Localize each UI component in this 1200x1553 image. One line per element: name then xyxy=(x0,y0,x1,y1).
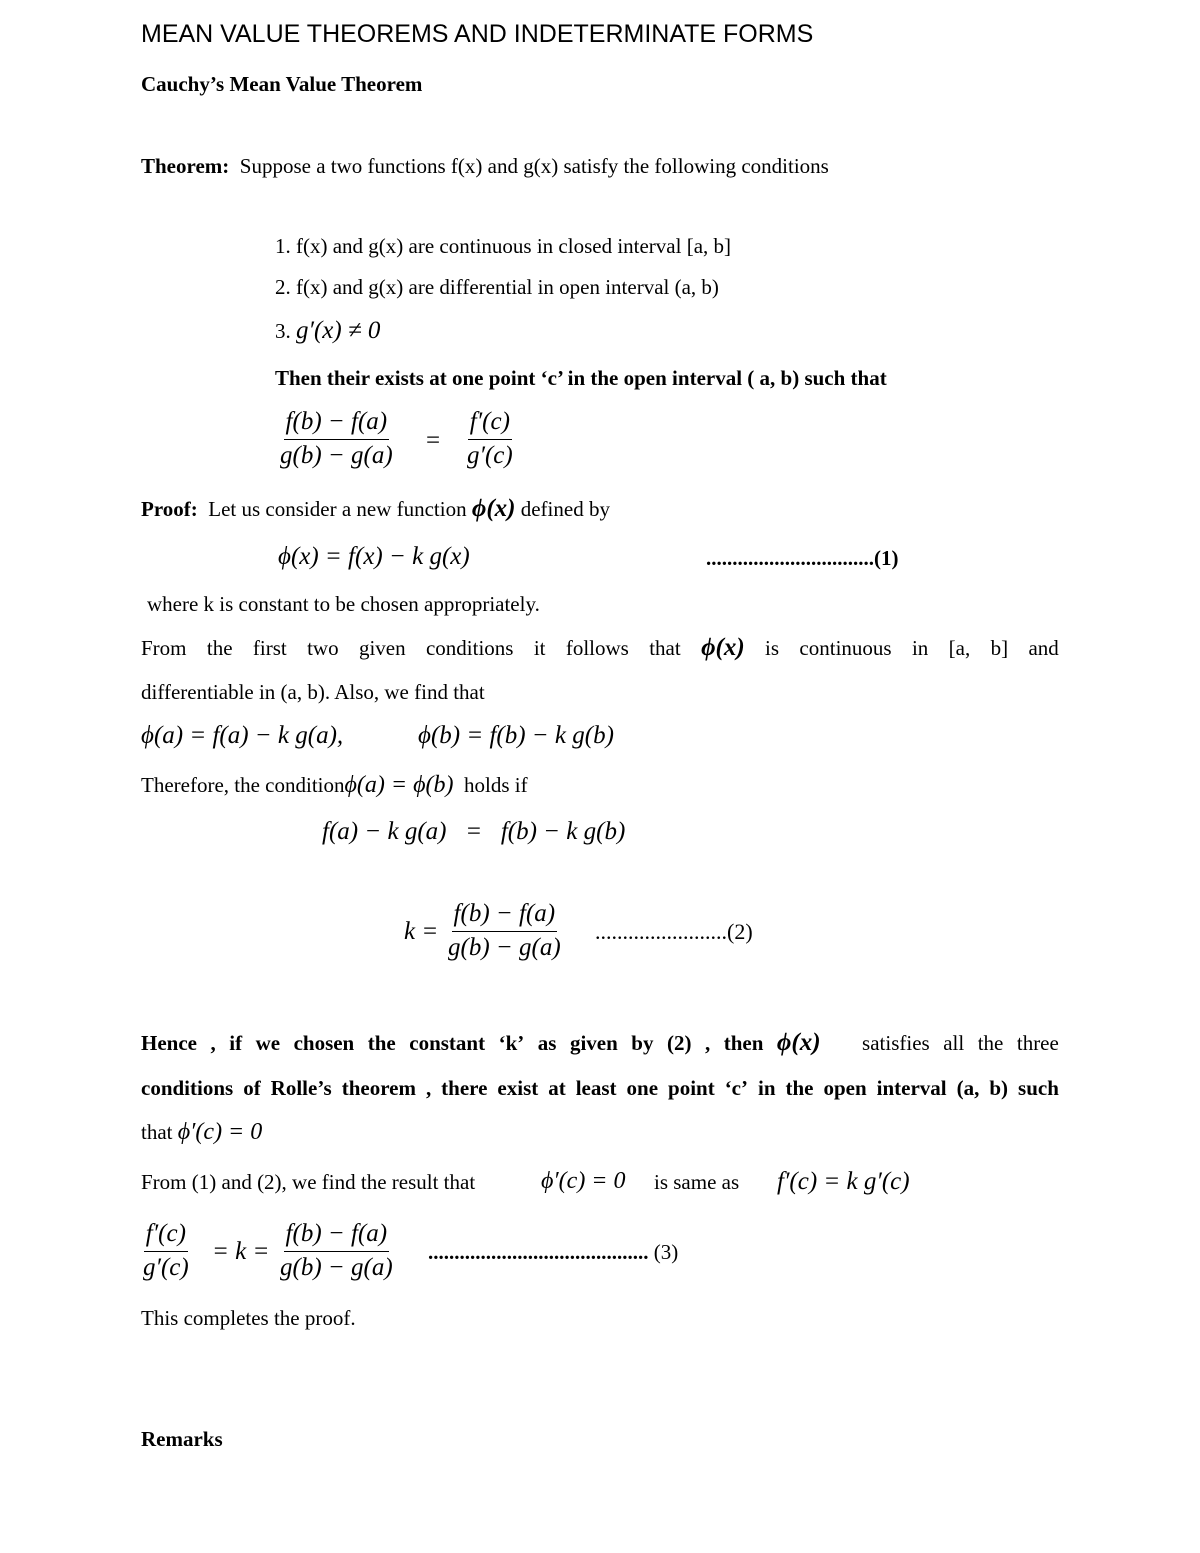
fraction-numerator: f(b) − f(a) xyxy=(284,1220,390,1252)
word: first xyxy=(252,636,287,660)
equation-1-tag: ................................(1) xyxy=(706,546,899,570)
word: least xyxy=(575,1076,617,1100)
word: we xyxy=(255,1031,281,1055)
word: if xyxy=(229,1031,243,1055)
word: the xyxy=(785,1076,814,1100)
phi-b-equation: ϕ(b) = f(b) − k g(b) xyxy=(418,722,614,749)
proof-intro-text: Let us consider a new function xyxy=(208,497,467,521)
theorem-statement xyxy=(141,154,829,178)
phi-prime-c-zero-2: ϕ′(c) = 0 xyxy=(541,1168,626,1194)
word: of xyxy=(243,1076,261,1100)
word: that xyxy=(649,636,681,660)
eq3-rhs-fraction xyxy=(278,1220,395,1283)
theorem-label: Theorem: xyxy=(141,154,230,178)
from-12-text: From (1) and (2), we find the result that xyxy=(141,1170,476,1194)
theorem-text: Suppose a two functions f(x) and g(x) satisfy the following conditions xyxy=(239,154,829,178)
hence-line xyxy=(141,1029,1059,1057)
document-heading: MEAN VALUE THEOREMS AND INDETERMINATE FORMS xyxy=(141,20,814,48)
word: satisfies xyxy=(862,1031,930,1055)
fraction-denominator: g(b) − g(a) xyxy=(448,933,561,961)
equation-3-tag xyxy=(428,1240,678,1264)
word: there xyxy=(441,1076,488,1100)
proof-label: Proof: xyxy=(141,497,198,521)
word: as xyxy=(537,1031,557,1055)
proof-complete-text: This completes the proof. xyxy=(141,1306,356,1330)
word: , xyxy=(704,1031,711,1055)
condition-3-number: 3. xyxy=(275,319,291,343)
phi-condition: ϕ(a) = ϕ(b) xyxy=(344,772,454,798)
condition-3 xyxy=(275,317,380,346)
differentiable-text: differentiable in (a, b). Also, we find that xyxy=(141,680,485,704)
fraction-numerator: f′(c) xyxy=(468,408,512,440)
word: at xyxy=(548,1076,566,1100)
fraction-denominator: g′(c) xyxy=(467,441,513,469)
therefore-line xyxy=(141,772,528,800)
condition-3-math: g′(x) ≠ 0 xyxy=(296,317,381,344)
word: two xyxy=(307,636,339,660)
word: such xyxy=(1018,1076,1059,1100)
word: the xyxy=(206,636,233,660)
fraction-denominator: g(b) − g(a) xyxy=(280,1253,393,1281)
phi-a-equation: ϕ(a) = f(a) − k g(a), xyxy=(141,722,344,749)
word: is xyxy=(765,636,780,660)
equals-sign: = xyxy=(426,427,441,454)
word: in xyxy=(911,636,929,660)
that-text: that xyxy=(141,1120,173,1144)
word: b] xyxy=(990,636,1009,660)
word: From xyxy=(141,636,187,660)
holds-if-text: holds if xyxy=(464,773,528,797)
cauchy-lhs-fraction xyxy=(278,408,395,471)
condition-1: 1. f(x) and g(x) are continuous in closed interval [a, b] xyxy=(275,234,732,258)
word: one xyxy=(626,1076,659,1100)
equation-3-dots: .......................................... xyxy=(428,1240,649,1264)
equation-1: ϕ(x) = f(x) − k g(x) xyxy=(278,543,470,570)
equation-2-tag: ........................(2) xyxy=(595,919,753,944)
equation-3-number: (3) xyxy=(653,1240,679,1264)
word: point xyxy=(668,1076,715,1100)
word: follows xyxy=(565,636,629,660)
from-first-line xyxy=(141,634,1059,662)
word: in xyxy=(757,1076,776,1100)
eq3-middle: = k = xyxy=(212,1238,270,1265)
word: ‘k’ xyxy=(498,1031,525,1055)
word: it xyxy=(533,636,546,660)
word: by xyxy=(631,1031,654,1055)
that-line xyxy=(141,1119,262,1147)
word: and xyxy=(1028,636,1059,660)
word: continuous xyxy=(799,636,892,660)
rolle-line xyxy=(141,1076,1059,1101)
word: open xyxy=(823,1076,867,1100)
word: theorem xyxy=(341,1076,416,1100)
therefore-text: Therefore, the condition xyxy=(141,773,345,797)
condition-2: 2. f(x) and g(x) are differential in open interval (a, b) xyxy=(275,275,719,299)
fraction-denominator: g′(c) xyxy=(143,1253,189,1281)
word: (2) xyxy=(666,1031,692,1055)
where-k-text: where k is constant to be chosen appropriately. xyxy=(147,592,540,616)
word: , xyxy=(425,1076,432,1100)
word: interval xyxy=(876,1076,947,1100)
cauchy-rhs-fraction xyxy=(465,408,515,471)
word: (a, xyxy=(956,1076,980,1100)
theorem-conclusion: Then their exists at one point ‘c’ in the open interval ( a, b) such that xyxy=(275,366,887,390)
word: chosen xyxy=(293,1031,355,1055)
word: given xyxy=(569,1031,618,1055)
word: all xyxy=(943,1031,965,1055)
f-prime-equation: f′(c) = k g′(c) xyxy=(777,1168,910,1195)
from-12-line xyxy=(141,1170,475,1194)
fraction-numerator: f(b) − f(a) xyxy=(452,900,558,932)
word: conditions xyxy=(425,636,514,660)
word: , xyxy=(210,1031,216,1055)
proof-intro xyxy=(141,495,610,524)
word: Hence xyxy=(141,1031,197,1055)
phi-x: ϕ(x) xyxy=(776,1029,821,1056)
word: conditions xyxy=(141,1076,234,1100)
fraction-numerator: f′(c) xyxy=(144,1220,188,1252)
word: exist xyxy=(497,1076,539,1100)
phi-x: ϕ(x) xyxy=(701,634,745,661)
eq3-lhs-fraction xyxy=(141,1220,191,1283)
word: the xyxy=(367,1031,396,1055)
word: constant xyxy=(409,1031,486,1055)
phi-prime-c-zero: ϕ′(c) = 0 xyxy=(177,1119,263,1145)
remarks-heading: Remarks xyxy=(141,1427,223,1451)
phi-x: ϕ(x) xyxy=(471,495,516,522)
k-condition-equation: f(a) − k g(a) = f(b) − k g(b) xyxy=(322,818,626,845)
word: given xyxy=(358,636,406,660)
word: b) xyxy=(989,1076,1009,1100)
k-equals: k = xyxy=(404,918,439,945)
word: the xyxy=(977,1031,1004,1055)
k-fraction xyxy=(446,900,563,963)
fraction-denominator: g(b) − g(a) xyxy=(280,441,393,469)
section-title: Cauchy’s Mean Value Theorem xyxy=(141,72,423,96)
word: [a, xyxy=(948,636,971,660)
word: Rolle’s xyxy=(270,1076,332,1100)
word: three xyxy=(1016,1031,1059,1055)
is-same-as-text: is same as xyxy=(654,1170,740,1194)
fraction-numerator: f(b) − f(a) xyxy=(284,408,390,440)
defined-by-text: defined by xyxy=(520,497,610,521)
word: then xyxy=(723,1031,764,1055)
word: ‘c’ xyxy=(724,1076,748,1100)
